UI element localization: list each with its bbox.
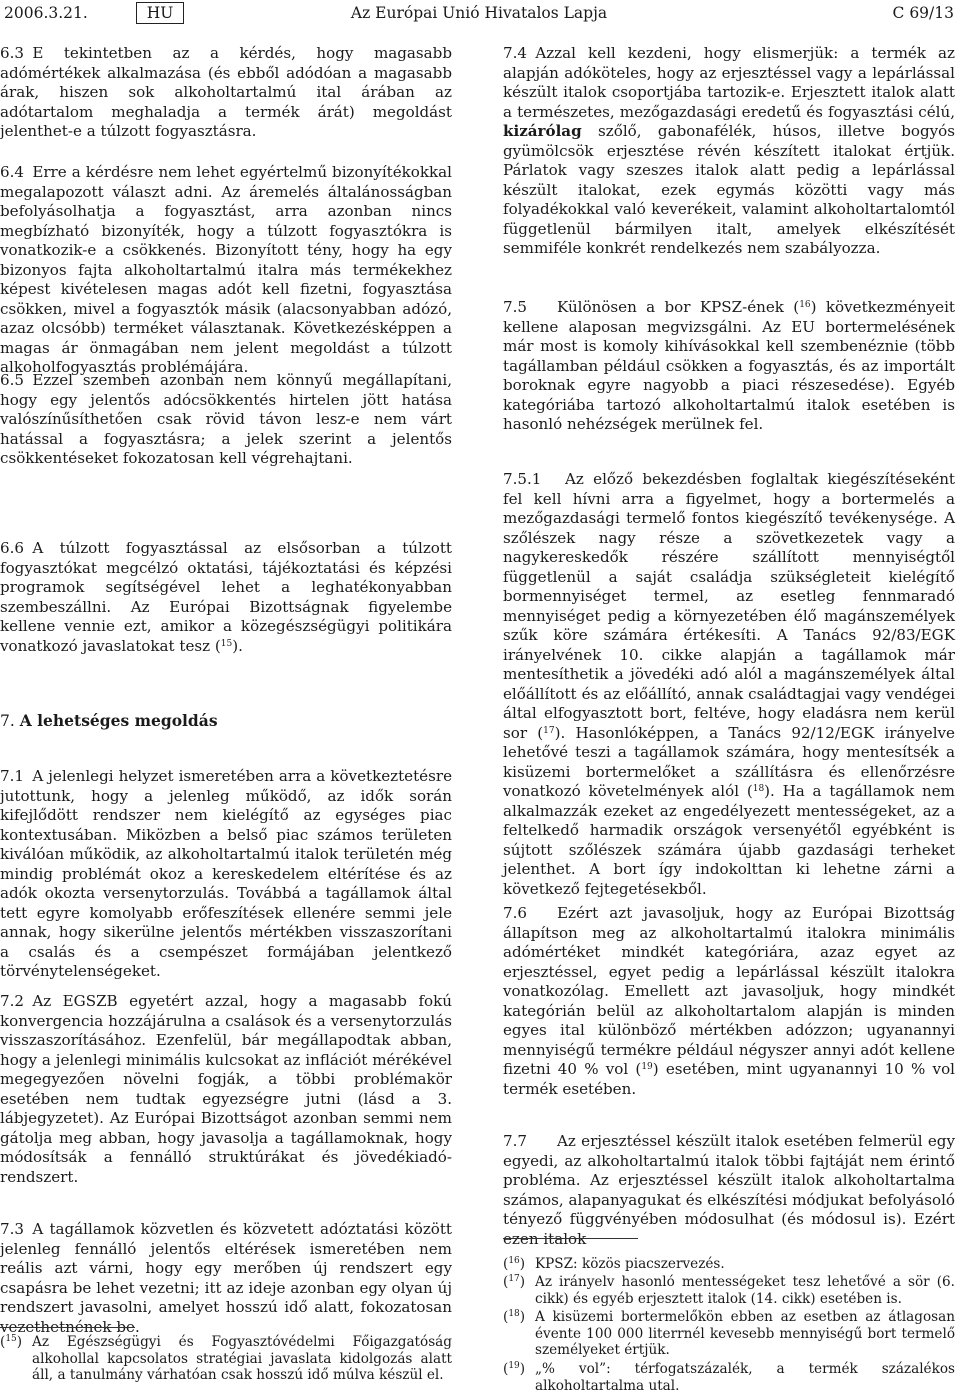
footnote-15: ($^{15}$) Az Egészségügyi és Fogyasztóvédelmi Főigazgatóság alkohollal kapcsolatos stratégiai javaslata kidolgozás alatt áll, a tanulmány várhatóan csak hosszú idő múlva készül el. <box>0 1334 452 1383</box>
paragraph-6-3: 6.3 E tekintetben az a kérdés, hogy magasabb adómértékek alkalmazása (és ebből adódóan a magasabb árak, hiszen sok alkoholtartalmú ital árában az adótartalom meghaladja a termék árát) megoldást jelenthet-e a túlzott fogyasztásra. <box>0 44 452 140</box>
footnote-divider <box>503 1238 638 1239</box>
paragraph-6-5: 6.5 Ezzel szemben azonban nem könnyű megállapítani, hogy egy jelentős adócsökkentés hirtelen jött hatása valószínűsíthetően csak rövid távon lesz-e nem várt hatással a fogyasztásra; a jelek szerint a jelentős csökkentéseket fokozatosan kell végrehajtani. <box>0 371 452 467</box>
footnote-ref-19[interactable]: 19 <box>641 1062 653 1072</box>
footnote-18: ($^{18}$) A kisüzemi bortermelőkön ebben az esetben az átlagosan évente 100 000 literrnél kevesebb mennyiségű bort termelő személyeket értjük. <box>503 1309 955 1358</box>
footnote-19: ($^{19}$) „% vol”: térfogatszázalék, a termék százalékos alkoholtartalma utal. <box>503 1361 955 1394</box>
footnote-16: ($^{16}$) KPSZ: közös piacszervezés. <box>503 1256 725 1272</box>
section-heading-7: 7. A lehetséges megoldás <box>0 711 218 730</box>
footnote-divider <box>0 1327 135 1328</box>
paragraph-6-4: 6.4 Erre a kérdésre nem lehet egyértelmű bizonyítékokkal megalapozott választ adni. Az áremelés általánosságban befolyásolhatja a fogyasztást, arra azonban nincs megbízható bizonyíték, hogy a túlzott fogyasztókra is vonatkozik-e a csökkenés. Bizonyított tény, hogy ha egy bizonyos fajta alkoholtartalmú italra más termékekhez képest kivételesen magas adót kell fizetni, fogyasztása csökken, mivel a fogyasztók másik (alacsonyabban adózó, azaz olcsóbb) terméket választanak. Következésképpen a magas ár önmagában nem jelent megoldást a túlzott alkoholfogyasztás problémájára. <box>0 163 452 376</box>
footnote-17: ($^{17}$) Az irányelv hasonló mentességeket tesz lehetővé a sör (6. cikk) és egyéb erjesztett italok (14. cikk) esetében is. <box>503 1274 955 1307</box>
paragraph-7-5: 7.5 Különösen a bor KPSZ-ének ($^{16}$) következményeit kellene alaposan megvizsgálni. Az EU bortermelésének már most is komoly kihívásokkal kell szembenéznie (több tagállamban például csökken a fogyasztás, és az importált boroknak egyre nagyobb a piaci részesedése). Egyéb kategóriába tartozó alkoholtartalmú italok esetében is hasonló nehézségek merülnek fel. <box>503 298 955 433</box>
issue-date: 2006.3.21. <box>4 4 88 22</box>
footnote-ref-18[interactable]: 18 <box>752 784 765 794</box>
paragraph-7-4: 7.4 Azzal kell kezdeni, hogy elismerjük: a termék az alapján adóköteles, hogy az erjesztéssel vagy a lepárlással készült italok csoportjába tartozik-e. Erjesztett italok alatt a természetes, mezőgazdasági eredetű és fogyasztási célú, kizárólag szőlő, gabonafélék, húsos, illetve bogyós gyümölcsök erjesztése révén készített italokat értjük. Párlatok vagy szeszes italok alatt pedig a lepárlással készült italokat, ezek egymás közötti vagy más folyadékokkal való keverékeit, valamint alkoholtartalomtól függetlenül bármilyen italt, amelyek elkészítését semmiféle konkrét rendelkezés nem szabályozza. <box>503 44 955 257</box>
footnote-ref-17[interactable]: 17 <box>543 725 555 736</box>
footnote-ref-15[interactable]: 15 <box>220 638 233 649</box>
language-box: HU <box>136 2 184 24</box>
paragraph-7-2: 7.2 Az EGSZB egyetért azzal, hogy a magasabb fokú konvergencia hozzájárulna a csalások és a versenytorzulás visszaszorításához. Ezenfelül, bár megállapodtak abban, hogy a jelenlegi minimális kulcsokat az inflációt mérékével megegyezően növelni fogják, a többi problémakör esetében nem tudtak egyezségre jutni (lásd a 3. lábjegyzetet). Az Európai Bizottságot azonban semmi nem gátolja meg abban, hogy javasolja a tagállamoknak, hogy módosítsák a fennálló struktúrákat és jövedékiadó-rendszert. <box>0 992 452 1186</box>
page-header <box>4 2 954 24</box>
paragraph-7-6: 7.6 Ezért azt javasoljuk, hogy az Európai Bizottság állapítson meg az alkoholtartalmú italokra minimális adómértéket mindkét kategóriára, azaz egyet az erjesztéssel, egyet pedig a lepárlással készült italokra vonatkozólag. Emellett azt javasoljuk, hogy mindkét kategórián belül az alkoholtartalom alapján is minden egyes ital különböző mértékben adózzon; ugyanannyi mennyiségű termékre például négyszer annyi adót kellene fizetni 40 % vol ($^{19}$) esetében, mint ugyanannyi 10 % vol termék esetében. <box>503 904 955 1098</box>
page-number: C 69/13 <box>892 4 954 22</box>
journal-title: Az Európai Unió Hivatalos Lapja <box>350 4 608 22</box>
paragraph-7-5-1: 7.5.1 Az előző bekezdésben foglaltak kiegészítéseként fel kell hívni arra a figyelmet, hogy a bortermelés a mezőgazdasági termelő fontos kiegészítő tevékenysége. A szőlészek nagy része a szövetkezetek vagy a nagykereskedők részére szállított mennyiségtől függetlenül a saját családja szükségleteit kielégítő bormennyiséget termel, az esetleg fennmaradó mennyiséget pedig a környezetében élő magánszemélyek szűk köre számára értékesíti. A Tanács 92/83/EGK irányelvének 10. cikke alapján a tagállamok már mentesíthetik a jövedéki adó alól a magánszemélyek által előállított és az előállító, annak családtagjai vagy vendégei által elfogyasztott bort, feltéve, hogy eladásra nem kerül sor ($^{17}$). Hasonlóképpen, a Tanács 92/12/EGK irányelve lehetővé teszi a tagállamok számára, hogy mentesítsék a kisüzemi bortermelőket a szállításra és ellenőrzésre vonatkozó követelmények alól ($^{18}$). Ha a tagállamok nem alkalmazzák ezeket az engedélyezett mentességeket, az a feltelkedő harmadik országok versenyétől egyébként is sújtott szőlészek számára újabb gazdasági terheket jelenthet. A bort így indokolttan ki lehetne zárni a következő fejtegetésekből. <box>503 470 955 898</box>
paragraph-7-3: 7.3 A tagállamok közvetlen és közvetett adóztatási között jelenleg fennálló jelentős eltérések ismeretében nem reális azt várni, hogy egy merőben új rendszert egy csapásra be lehet vezetni; itt az ideje azonban egy olyan új rendszert javasolni, amelyet hosszú idő alatt, fokozatosan vezethetnének be. <box>0 1220 452 1336</box>
footnote-ref-16[interactable]: 16 <box>799 300 811 310</box>
paragraph-6-6: 6.6 A túlzott fogyasztással az elsősorban a túlzott fogyasztókat megcélzó oktatási, tájékoztatási és képzési programok segítségével lehet a leghatékonyabban szembeszállni. Az Európai Bizottságnak figyelembe kellene vennie ezt, amikor a közegészségügyi politikára vonatkozó javaslatokat tesz ($^{15}$). <box>0 539 452 655</box>
paragraph-7-1: 7.1 A jelenlegi helyzet ismeretében arra a következtetésre jutottunk, hogy a jelenleg működő, az idők során kifejlődött rendszer nem kielégítő az egységes piac kontextusában. Miközben a belső piac számos területen kiválóan működik, az alkoholtartalmú italok területén még mindig problémát okoz a kereskedelem eltérítése és az adók okozta versenytorzulás. Továbbá a tagállamok által tett egyre komolyabb erőfeszítések ellenére semmi jele annak, hogy sikerülne jelentős mértékben visszaszorítani a csalás és a csempészet formájában jelentkező törvénytelenségeket. <box>0 767 452 980</box>
paragraph-7-7: 7.7 Az erjesztéssel készült italok esetében felmerül egy egyedi, az alkoholtartalmú italok többi fajtáját nem érintő probléma. Az erjesztéssel készült italok alkoholtartalma számos, alapanyagukat és elkészítési módjukat befolyásoló tényező függvényében módosulhat (és módosul is). Ezért ezen italok <box>503 1132 955 1248</box>
